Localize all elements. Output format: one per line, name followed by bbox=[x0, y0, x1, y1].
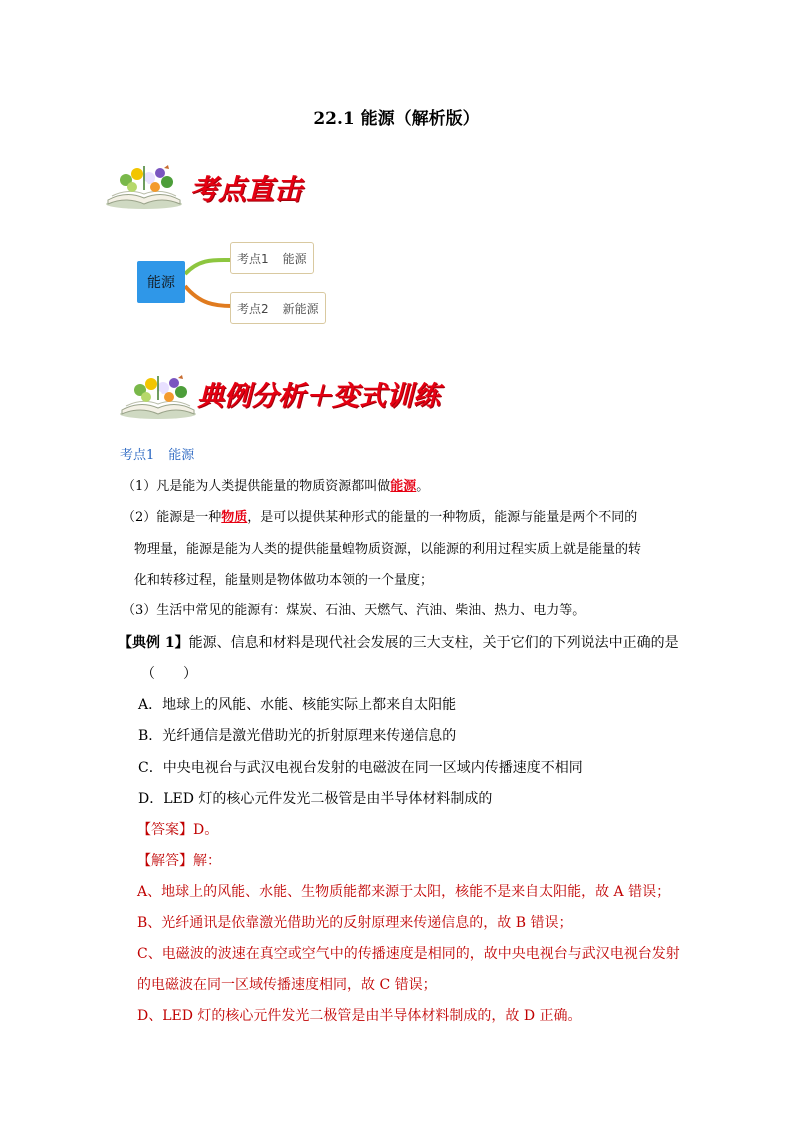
point-text: 。 bbox=[416, 479, 430, 494]
section-heading-label: 能源 bbox=[168, 448, 195, 463]
open-book-flowers-icon bbox=[118, 370, 198, 420]
open-book-flowers-icon bbox=[104, 160, 184, 210]
banner-title-kaodian: 考点直击 bbox=[190, 173, 303, 206]
answer-tag: 【答案】 bbox=[137, 822, 193, 838]
answer-value: D。 bbox=[193, 822, 219, 838]
mindmap-node-label: 新能源 bbox=[282, 301, 319, 316]
point-2-line-3: 化和转移过程，能量则是物体做功本领的一个量度； bbox=[134, 573, 434, 588]
point-2 bbox=[122, 510, 637, 526]
option-b: B．光纤通信是激光借助光的折射原理来传递信息的 bbox=[138, 728, 457, 744]
point-3: （3）生活中常见的能源有：煤炭、石油、天燃气、汽油、柴油、热力、电力等。 bbox=[122, 603, 586, 618]
mindmap-root-node: 能源 bbox=[137, 261, 185, 303]
option-c: C．中央电视台与武汉电视台发射的电磁波在同一区域内传播速度不相同 bbox=[138, 760, 583, 776]
option-d: D．LED 灯的核心元件发光二极管是由半导体材料制成的 bbox=[138, 791, 493, 807]
answer-blank: （ ） bbox=[141, 666, 197, 682]
example-question-text: 能源、信息和材料是现代社会发展的三大支柱，关于它们的下列说法中正确的是 bbox=[188, 635, 679, 651]
example-tag: 【典例 1】 bbox=[118, 635, 189, 651]
mindmap-node-id: 考点1 bbox=[237, 251, 269, 266]
analysis-line: D、LED 灯的核心元件发光二极管是由半导体材料制成的，故 D 正确。 bbox=[137, 1008, 582, 1024]
section-heading-id: 考点1 bbox=[120, 448, 155, 463]
option-a: A．地球上的风能、水能、核能实际上都来自太阳能 bbox=[138, 697, 457, 713]
page-title: 22.1 能源（解析版） bbox=[313, 109, 480, 129]
point-text: （1）凡是能为人类提供能量的物质资源都叫做 bbox=[122, 479, 391, 494]
mindmap-node-kaodian-2 bbox=[230, 292, 326, 324]
analysis-intro: 解： bbox=[193, 853, 221, 869]
mindmap-node-id: 考点2 bbox=[237, 301, 269, 316]
analysis-line: B、光纤通讯是依靠激光借助光的反射原理来传递信息的，故 B 错误； bbox=[137, 915, 573, 931]
answer-line bbox=[137, 822, 218, 838]
point-text: ，是可以提供某种形式的能量的一种物质，能源与能量是两个不同的 bbox=[247, 510, 638, 525]
analysis-tag: 【解答】 bbox=[137, 853, 193, 869]
point-2-line-2: 物理量，能源是能为人类的提供能量蝗物质资源，以能源的利用过程实质上就是能量的转 bbox=[134, 542, 642, 557]
point-text: （2）能源是一种 bbox=[122, 510, 222, 525]
analysis-line: C、电磁波的波速在真空或空气中的传播速度是相同的，故中央电视台与武汉电视台发射 bbox=[137, 946, 680, 962]
section-heading bbox=[120, 448, 194, 464]
mindmap-node-kaodian-1 bbox=[230, 242, 314, 274]
analysis-line: A、地球上的风能、水能、生物质能都来源于太阳，核能不是来自太阳能，故 A 错误； bbox=[137, 884, 671, 900]
analysis-heading bbox=[137, 853, 221, 869]
analysis-line: 的电磁波在同一区域传播速度相同，故 C 错误； bbox=[137, 977, 437, 993]
point-1 bbox=[122, 479, 429, 495]
banner-title-dianli: 典例分析＋变式训练 bbox=[197, 381, 440, 412]
mindmap-node-label: 能源 bbox=[282, 251, 307, 266]
keyword-highlight: 能源 bbox=[390, 479, 417, 494]
example-question bbox=[118, 635, 679, 651]
keyword-highlight: 物质 bbox=[221, 510, 248, 525]
